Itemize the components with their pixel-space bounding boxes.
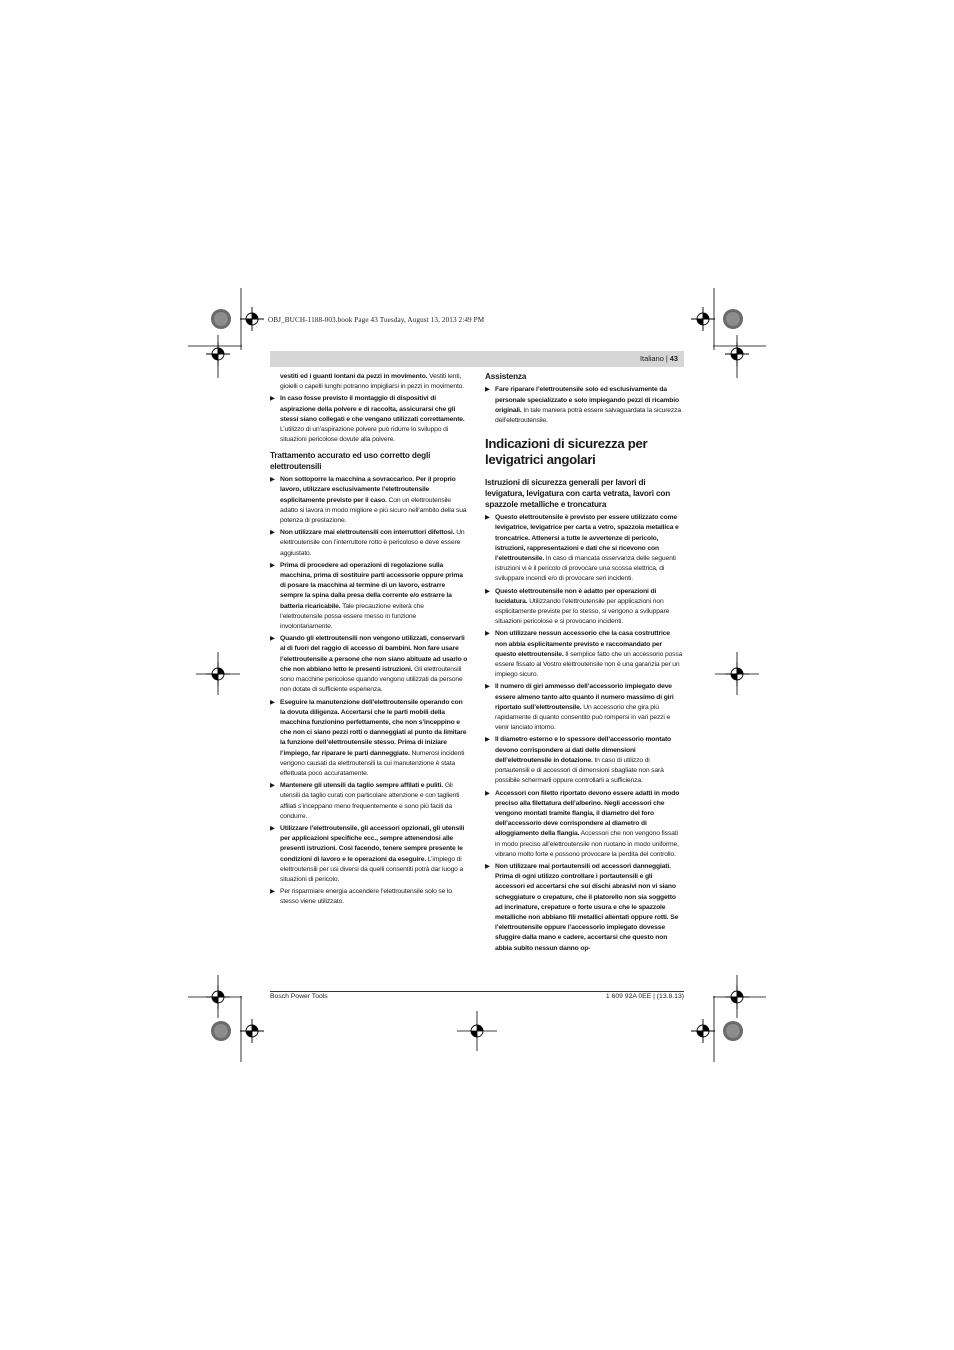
black-right-triangle-icon: ▶	[485, 862, 490, 870]
list-item: ▶ Utilizzare l’elettroutensile, gli accessori opzionali, gli utensili per applicazioni specifiche ecc., sempre attenendosi alle presenti istruzioni. Così facendo, tenere sempre presente le condizioni di lavoro e le operazioni da eseguire. L’impiego di elettroutensili per usi diversi da quelli consentiti potrà dar luogo a situazioni di pericolo.	[270, 824, 465, 883]
left-column	[270, 372, 468, 910]
list-item: ▶ Non sottoporre la macchina a sovraccarico. Per il proprio lavoro, utilizzare esclusivamente l’elettroutensile esplicitamente previsto per il caso. Con un elettroutensile adatto si lavora in modo migliore e più sicuro nell’ambito della sua potenza di prestazione.	[270, 476, 467, 525]
list-item: ▶ Quando gli elettroutensili non vengono utilizzati, conservarli al di fuori del raggio di accesso di bambini. Non fare usare l’elettroutensile a persone che non siano abituate ad usarlo o che non abbiano letto le presenti istruzioni. Gli elettroutensili sono macchine pericolose quando vengono utilizzati da persone non dotate di sufficiente esperienza.	[270, 635, 468, 694]
list-item: ▶ Il diametro esterno e lo spessore dell’accessorio montato devono corrispondere ai dati delle dimensioni dell’elettroutensile in dotazione. In caso di utilizzo di portautensili e di accessori di dimensioni sbagliate non sarà possibile schermarli oppure controllarli a sufficienza.	[485, 736, 672, 785]
black-right-triangle-icon: ▶	[270, 698, 275, 706]
book-info-line: OBJ_BUCH-1188-003.book Page 43 Tuesday, August 13, 2013 2:49 PM	[268, 316, 485, 324]
list-item: ▶ Mantenere gli utensili da taglio sempre affilati e puliti. Gli utensili da taglio curati con particolare attenzione e con taglienti affilati s’inceppano meno frequentemente e sono più facili da condurre.	[270, 782, 460, 820]
black-right-triangle-icon: ▶	[270, 529, 275, 537]
section-heading: Trattamento accurato ed uso corretto degli elettroutensili	[270, 451, 431, 471]
list-item: ▶ Prima di procedere ad operazioni di regolazione sulla macchina, prima di sostituire parti accessorie oppure prima di posare la macchina al termine di un lavoro, estrarre sempre la spina dalla presa della corrente e/o estrarre la batteria ricaricabile. Tale precauzione eviterà che l’elettroutensile possa essere messo in funzione involontariamente.	[270, 561, 463, 631]
black-right-triangle-icon: ▶	[270, 476, 275, 484]
black-right-triangle-icon: ▶	[485, 587, 490, 595]
black-right-triangle-icon: ▶	[485, 789, 490, 797]
continuation-paragraph: vestiti ed i guanti lontani da pezzi in movimento. Vestiti lenti, gioielli o capelli lunghi potranno impigliarsi in pezzi in movimento.	[280, 373, 464, 391]
black-right-triangle-icon: ▶	[270, 782, 275, 790]
black-right-triangle-icon: ▶	[485, 683, 490, 691]
black-right-triangle-icon: ▶	[485, 514, 490, 522]
black-right-triangle-icon: ▶	[270, 824, 275, 832]
footer-right: 1 609 92A 0EE | (13.8.13)	[605, 993, 684, 1000]
footer-rule	[270, 991, 684, 992]
list-item: ▶ Per risparmiare energia accendere l’elettroutensile solo se lo stesso viene utilizzato.	[270, 888, 452, 906]
right-column	[485, 372, 683, 956]
page-number: 43	[669, 354, 678, 363]
list-item: ▶ Questo elettroutensile è previsto per essere utilizzato come levigatrice, levigatrice per carta a vetro, spazzola metallica e troncatrice. Attenersi a tutte le avvertenze di pericolo, istruzioni, rappresentazioni e dati che si ricevono con l’elettroutensile. In caso di mancata osservanza delle seguenti istruzioni vi è il pericolo di provocare una scossa elettrica, di sviluppare incendi e/o di provocare seri incidenti.	[485, 514, 679, 583]
black-right-triangle-icon: ▶	[485, 736, 490, 744]
page-header	[560, 354, 678, 363]
black-right-triangle-icon: ▶	[485, 386, 490, 394]
black-right-triangle-icon: ▶	[270, 561, 275, 569]
sub-heading: Istruzioni di sicurezza generali per lavori di levigatura, levigatura con carta vetrata, lavori con spazzole metalliche e troncatura	[485, 478, 671, 510]
assistance-heading: Assistenza	[485, 372, 527, 381]
list-item: ▶ In caso fosse previsto il montaggio di dispositivi di aspirazione della polvere e di raccolta, assicurarsi che gli stessi siano collegati e che vengano utilizzati correttamente. L’utilizzo di un’aspirazione polvere può ridurre lo sviluppo di situazioni pericolose dovute alla polvere.	[270, 395, 465, 444]
black-right-triangle-icon: ▶	[485, 630, 490, 638]
black-right-triangle-icon: ▶	[270, 635, 275, 643]
list-item: ▶ Non utilizzare mai elettroutensili con interruttori difettosi. Un elettroutensile con l’interruttore rotto è pericoloso e deve essere aggiustato.	[270, 529, 465, 557]
black-right-triangle-icon: ▶	[270, 395, 275, 403]
list-item: ▶ Non utilizzare nessun accessorio che la casa costruttrice non abbia esplicitamente previsto e raccomandato per questo elettroutensile. Il semplice fatto che un accessorio possa essere fissato al Vostro elettroutensile non è una garanzia per un impiego sicuro.	[485, 630, 683, 679]
list-item: ▶ Accessori con filetto riportato devono essere adatti in modo preciso alla filettatura dell’alberino. Negli accessori che vengono montati tramite flangia, il diametro del foro dell’accessorio deve corrispondere al diametro di alloggiamento della flangia. Accessori che non vengono fissati in modo preciso all’elettroutensile non ruotano in modo uniforme, vibrano molto forte e possono provocare la perdita del controllo.	[485, 789, 680, 858]
list-item: ▶ Questo elettroutensile non è adatto per operazioni di lucidatura. Utilizzando l’elettroutensile per applicazioni non esplicitamente previste per lo stesso, si vengono a sviluppare situazioni pericolose e si provocano incidenti.	[485, 587, 670, 626]
black-right-triangle-icon: ▶	[270, 888, 275, 896]
footer-left: Bosch Power Tools	[270, 993, 328, 1000]
list-item: ▶ Non utilizzare mai portautensili od accessori danneggiati. Prima di ogni utilizzo controllare i portautensili e gli accessori ed accertarsi che sui dischi abrasivi non vi siano scheggiature o crepature, che il platorello non sia soggetto ad incrinature, crepature o forte usura e che le spazzole metalliche non abbiano fili metallici allentati oppure rotti. Se l’elettroutensile oppure l’accessorio impiegato dovesse sfuggire dalla mano e cadere, accertarsi che questo non abbia subito nessun danno op-	[485, 862, 679, 952]
section-title: Indicazioni di sicurezza per levigatrici angolari	[485, 436, 648, 468]
list-item: ▶ Eseguire la manutenzione dell’elettroutensile operando con la dovuta diligenza. Accertarsi che le parti mobili della macchina funzionino perfettamente, che non s’inceppino e che non ci siano pezzi rotti o danneggiati al punto da limitare la funzione dell’elettroutensile stesso. Prima di iniziare l’impiego, far riparare le parti danneggiate. Numerosi incidenti vengono causati da elettroutensili la cui manutenzione è stata effettuata poco accuratamente.	[270, 698, 467, 777]
header-separator: |	[665, 354, 668, 363]
list-item: ▶ Il numero di giri ammesso dell’accessorio impiegato deve essere almeno tanto alto quanto il numero massimo di giri riportato sull’elettroutensile. Un accessorio che gira più rapidamente di quanto consentito può rompersi in vari pezzi e venir lanciato intorno.	[485, 683, 674, 732]
list-item: ▶ Fare riparare l’elettroutensile solo ed esclusivamente da personale specializzato e solo impiegando pezzi di ricambio originali. In tale maniera potrà essere salvaguardata la sicurezza dell’elettroutensile.	[485, 386, 681, 425]
language-label: Italiano	[640, 354, 664, 363]
